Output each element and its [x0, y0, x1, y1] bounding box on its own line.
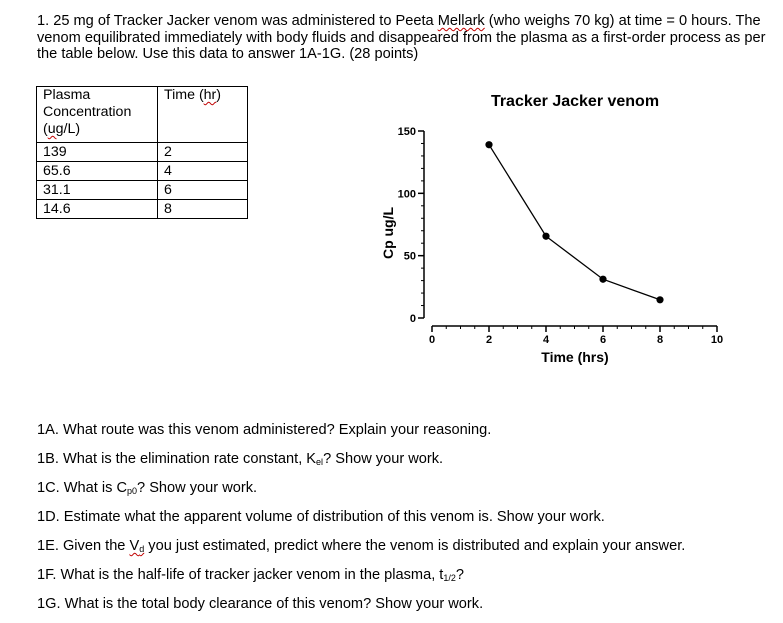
y-tick-label: 0 — [409, 313, 416, 325]
table-row — [37, 181, 248, 200]
problem-intro — [37, 13, 767, 63]
q1c-subscript: p0 — [127, 486, 138, 496]
cell-time: 4 — [158, 162, 248, 181]
chart-title: Tracker Jacker venom — [490, 93, 660, 110]
cell-conc: 139 — [37, 143, 158, 162]
concentration-table — [36, 86, 248, 219]
q1c-text: 1C. What is C — [37, 480, 128, 496]
q1f-subscript: 1/2 — [443, 573, 456, 583]
question-1d: 1D. Estimate what the apparent volume of distribution of this venom is. Show your work. — [37, 509, 605, 525]
intro-text-1: 1. 25 mg of Tracker Jacker venom was administered to Peeta — [37, 13, 438, 29]
question-1a: 1A. What route was this venom administered? Explain your reasoning. — [37, 422, 492, 438]
chart-marks — [485, 141, 663, 303]
header-unit-open: ( — [43, 121, 48, 137]
header-concentration-label: Plasma Concentration — [43, 87, 132, 120]
q1b-text: 1B. What is the elimination rate constant, K — [37, 451, 317, 467]
q1e-v: V — [129, 538, 140, 554]
header-time-pre: Time ( — [164, 87, 204, 103]
header-unit-close: /L) — [63, 121, 81, 137]
x-tick-label: 2 — [485, 334, 493, 346]
x-tick-label: 8 — [656, 334, 664, 346]
y-tick-label: 50 — [403, 250, 416, 263]
x-axis-label: Time (hrs) — [541, 349, 609, 365]
intro-text-2: (who weighs 70 kg) at time = 0 hours. The venom equilibrated immediately with body fluids and disappeared from the plasma as a first-order process as per the table below. Use this data to answer 1A-1G. (28 points) — [37, 13, 766, 62]
q1e-vd — [129, 538, 144, 554]
table-row — [37, 162, 248, 181]
question-1b — [37, 449, 767, 478]
q1c-text-end: ? Show your work. — [137, 480, 258, 496]
y-tick-label: 150 — [397, 126, 416, 138]
header-concentration — [37, 87, 158, 143]
q1e-vd-subscript: d — [139, 544, 145, 554]
table-row — [37, 143, 248, 162]
cell-conc: 14.6 — [37, 200, 158, 219]
header-time-post: ) — [216, 87, 222, 103]
cell-time: 2 — [158, 143, 248, 162]
cell-time: 8 — [158, 200, 248, 219]
cell-conc: 65.6 — [37, 162, 158, 181]
data-point — [599, 276, 606, 283]
series-line — [489, 145, 660, 300]
question-1e — [37, 536, 767, 565]
header-time — [158, 87, 248, 143]
cell-time: 6 — [158, 181, 248, 200]
x-tick-label: 0 — [428, 334, 436, 346]
q1f-text-end: ? — [455, 567, 464, 583]
question-list — [37, 420, 767, 623]
q1b-text-end: ? Show your work. — [323, 451, 444, 467]
q1b-subscript: el — [316, 457, 324, 467]
y-tick-label: 100 — [397, 188, 416, 201]
header-unit: ug — [47, 121, 64, 137]
venom-chart — [360, 85, 760, 375]
question-1g: 1G. What is the total body clearance of this venom? Show your work. — [37, 596, 484, 612]
table-row — [37, 200, 248, 219]
q1e-text: 1E. Given the — [37, 538, 130, 554]
x-tick-label: 4 — [542, 334, 550, 346]
question-1f — [37, 565, 767, 594]
q1f-text: 1F. What is the half-life of tracker jacker venom in the plasma, t — [37, 567, 444, 583]
data-point — [485, 141, 492, 148]
chart-axes — [398, 126, 723, 346]
patient-name: Mellark — [437, 13, 485, 29]
table-header-row — [37, 87, 248, 143]
q1e-text-end: you just estimated, predict where the venom is distributed and explain your answer. — [144, 538, 686, 554]
x-tick-label: 6 — [599, 334, 607, 346]
data-point — [656, 296, 663, 303]
y-axis-label: Cp ug/L — [380, 206, 396, 260]
header-time-unit: hr — [203, 87, 217, 103]
cell-conc: 31.1 — [37, 181, 158, 200]
data-point — [542, 233, 549, 240]
question-1c — [37, 478, 767, 507]
x-tick-label: 10 — [710, 334, 724, 346]
